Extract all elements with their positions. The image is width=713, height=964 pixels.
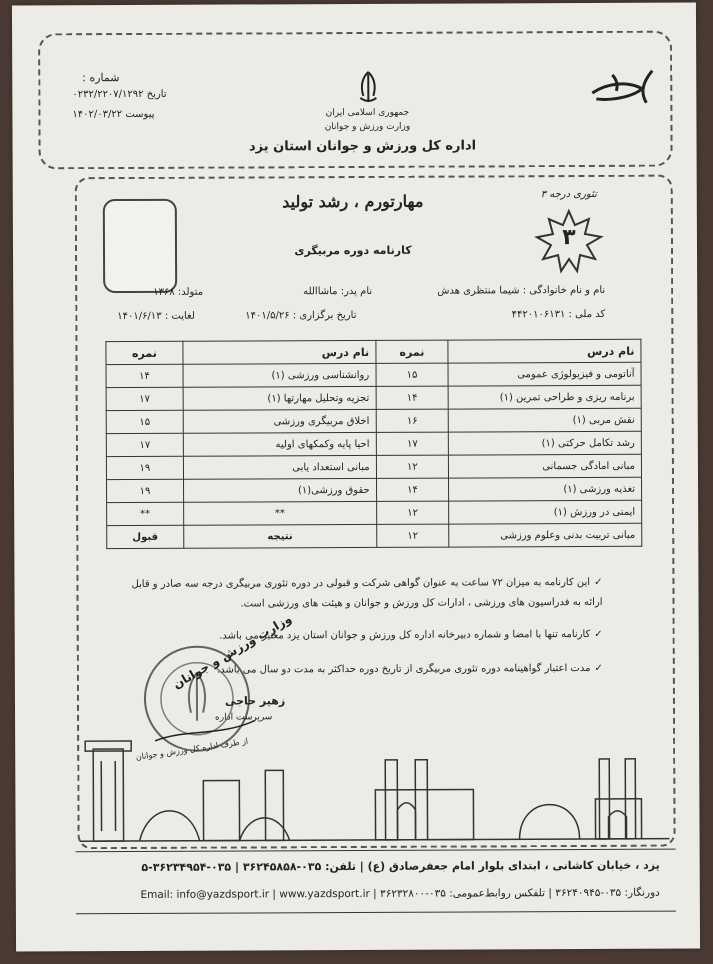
stamp-ring-text: وزارت ورزش و جوانان — [170, 611, 294, 692]
course-cell: حقوق ورزشی(۱) — [183, 478, 376, 502]
table-row — [106, 454, 641, 479]
badge-text: تئوری درجه ۳ — [540, 188, 597, 201]
number-label: شماره : — [82, 71, 120, 85]
table-row — [106, 431, 641, 456]
national-id-row — [512, 309, 606, 320]
emblem-text-1: جمهوری اسلامی ایران — [325, 107, 410, 119]
result-label: نتیجه — [184, 524, 377, 548]
badge-number: ۳ — [562, 225, 576, 251]
table-row — [107, 477, 642, 502]
until-label: لغایت : — [164, 310, 195, 322]
calligraphy-logo-icon — [582, 63, 662, 113]
course-cell: رشد تکامل حرکتی (۱) — [449, 431, 642, 455]
header-course: نام درس — [183, 340, 376, 364]
date-value: ۱۴۰۲/۰۳/۲۲ — [72, 109, 123, 121]
result-value: قبول — [107, 525, 184, 548]
course-cell: مبانی تربیت بدنی وعلوم ورزشی — [449, 523, 642, 547]
certificate-paper — [12, 3, 700, 952]
header-course: نام درس — [448, 339, 641, 363]
until-row — [117, 311, 195, 322]
grade-cell: ۱۵ — [376, 363, 449, 386]
course-cell: برنامه ریزی و طراحی تمرین (۱) — [448, 385, 641, 409]
father-label: نام پدر: — [340, 285, 373, 298]
iran-emblem-icon — [348, 68, 388, 108]
signer-title: سرپرست اداره — [215, 712, 273, 723]
father-value: ماشاالله — [303, 286, 338, 298]
org-title: اداره کل ورزش و جوانان استان یزد — [248, 138, 477, 155]
table-row — [107, 523, 642, 548]
grade-cell: ۱۹ — [106, 456, 183, 479]
signer-name: زهیر حاجی — [224, 694, 286, 708]
name-value: شیما منتظری هدش — [437, 285, 520, 297]
held-value: ۱۴۰۱/۵/۲۶ — [245, 310, 290, 322]
photo-placeholder — [103, 199, 177, 293]
birth-value: ۱۳۶۸ — [153, 286, 175, 298]
check-icon: ✓ — [594, 628, 603, 640]
note-1 — [122, 573, 602, 615]
note-1-text: این کارنامه به میزان ۷۲ ساعت به عنوان گواهی شرکت و قبولی در دوره تئوری مربیگری درجه سه صادر و قابل ارائه به فدراسیون های ورزشی ، ادارات کل ورزش و جوانان و هیئت های ورزشی است. — [131, 576, 603, 610]
name-row — [437, 285, 605, 297]
national-id-label: کد ملی : — [568, 308, 606, 321]
table-row — [107, 500, 642, 525]
grade-cell: ۱۴ — [376, 386, 449, 409]
footer-divider — [76, 911, 676, 915]
footer-contact: دورنگار: ۰۳۵-۳۶۲۴۰۹۴۵ | تلفکس روابط‌عمومی: ۰۳۵-۳۶۲۳۲۸۰۰ | Email: info@yazdsport.ir | www.yazdsport.ir — [140, 886, 660, 901]
stamp-note: از طرف اداره کل ورزش و جوانان — [135, 736, 249, 762]
course-name: مهارتورم ، رشد تولید — [282, 191, 424, 212]
course-cell: ایمنی در ورزش (۱) — [449, 500, 642, 524]
grade-cell: ۱۲ — [376, 524, 449, 547]
grade-cell: ۱۲ — [376, 455, 449, 478]
grade-cell: ۱۲ — [376, 501, 449, 524]
note-2-text: کارنامه تنها با امضا و شماره دبیرخانه اداره کل ورزش و جوانان استان یزد معتبر می باشد. — [219, 628, 591, 642]
course-cell: ** — [184, 501, 377, 525]
held-row — [245, 310, 356, 321]
grade-cell: ۱۹ — [107, 479, 184, 502]
emblem-text-2: وزارت ورزش و جوانان — [324, 121, 411, 133]
date-ref — [72, 89, 212, 101]
course-cell: احیا پایه وکمکهای اولیه — [183, 432, 376, 456]
grades-table — [105, 339, 642, 549]
table-row — [106, 385, 641, 410]
note-3-text: مدت اعتبار گواهینامه دوره تئوری مربیگری از تاریخ دوره حداکثر به مدت دو سال می باشد. — [216, 662, 591, 676]
header-grade: نمره — [106, 341, 183, 364]
grade-cell: ۱۷ — [106, 433, 183, 456]
course-cell: تغذیه ورزشی (۱) — [449, 477, 642, 501]
course-cell: روانشناسی ورزشی (۱) — [183, 363, 376, 387]
grade-cell: ** — [107, 502, 184, 525]
card-title: کارنامه دوره مربیگری — [294, 243, 412, 258]
course-cell: مبانی استعداد یابی — [183, 455, 376, 479]
birth-row — [153, 287, 203, 298]
course-cell: مبانی امادگی جسمانی — [449, 454, 642, 478]
ref-value: ۰۲۳۲/۲۲۰۷/۱۲۹۲ — [72, 88, 144, 101]
grade-cell: ۱۷ — [376, 432, 449, 455]
footer-address: یزد ، خیابان کاشانی ، ابتدای بلوار امام جعفرصادق (ع) | تلفن: ۰۳۵-۳۶۲۴۵۸۵۸ | ۰۳۵-۳۶۲۳۴۹۵۴-۵ — [141, 858, 660, 874]
name-label: نام و نام خانوادگی : — [522, 284, 606, 297]
birth-label: متولد: — [177, 286, 204, 298]
header-grade: نمره — [376, 340, 449, 363]
table-header-row — [106, 339, 641, 364]
course-cell: نقش مربی (۱) — [448, 408, 641, 432]
father-row — [303, 286, 372, 297]
grade-cell: ۱۴ — [106, 364, 183, 387]
date-label: تاریخ — [146, 88, 167, 100]
attachment-row — [72, 109, 212, 121]
grade-cell: ۱۴ — [376, 478, 449, 501]
course-cell: تجزیه وتحلیل مهارتها (۱) — [183, 386, 376, 410]
footer-divider — [76, 849, 676, 853]
course-cell: آناتومی و فیزیولوژی عمومی — [448, 362, 641, 386]
course-cell: اخلاق مربیگری ورزشی — [183, 409, 376, 433]
check-icon: ✓ — [594, 576, 603, 588]
table-row — [106, 408, 641, 433]
attachment-label: پیوست — [125, 108, 155, 121]
national-id-value: ۴۴۲۰۱۰۶۱۳۱ — [511, 309, 566, 321]
grade-cell: ۱۷ — [106, 387, 183, 410]
until-value: ۱۴۰۱/۶/۱۳ — [117, 310, 162, 323]
held-label: تاریخ برگزاری : — [292, 309, 357, 322]
grade-cell: ۱۶ — [376, 409, 449, 432]
grade-cell: ۱۵ — [106, 410, 183, 433]
table-row — [106, 362, 641, 387]
yazd-skyline-illustration — [79, 729, 669, 844]
check-icon: ✓ — [594, 662, 603, 674]
